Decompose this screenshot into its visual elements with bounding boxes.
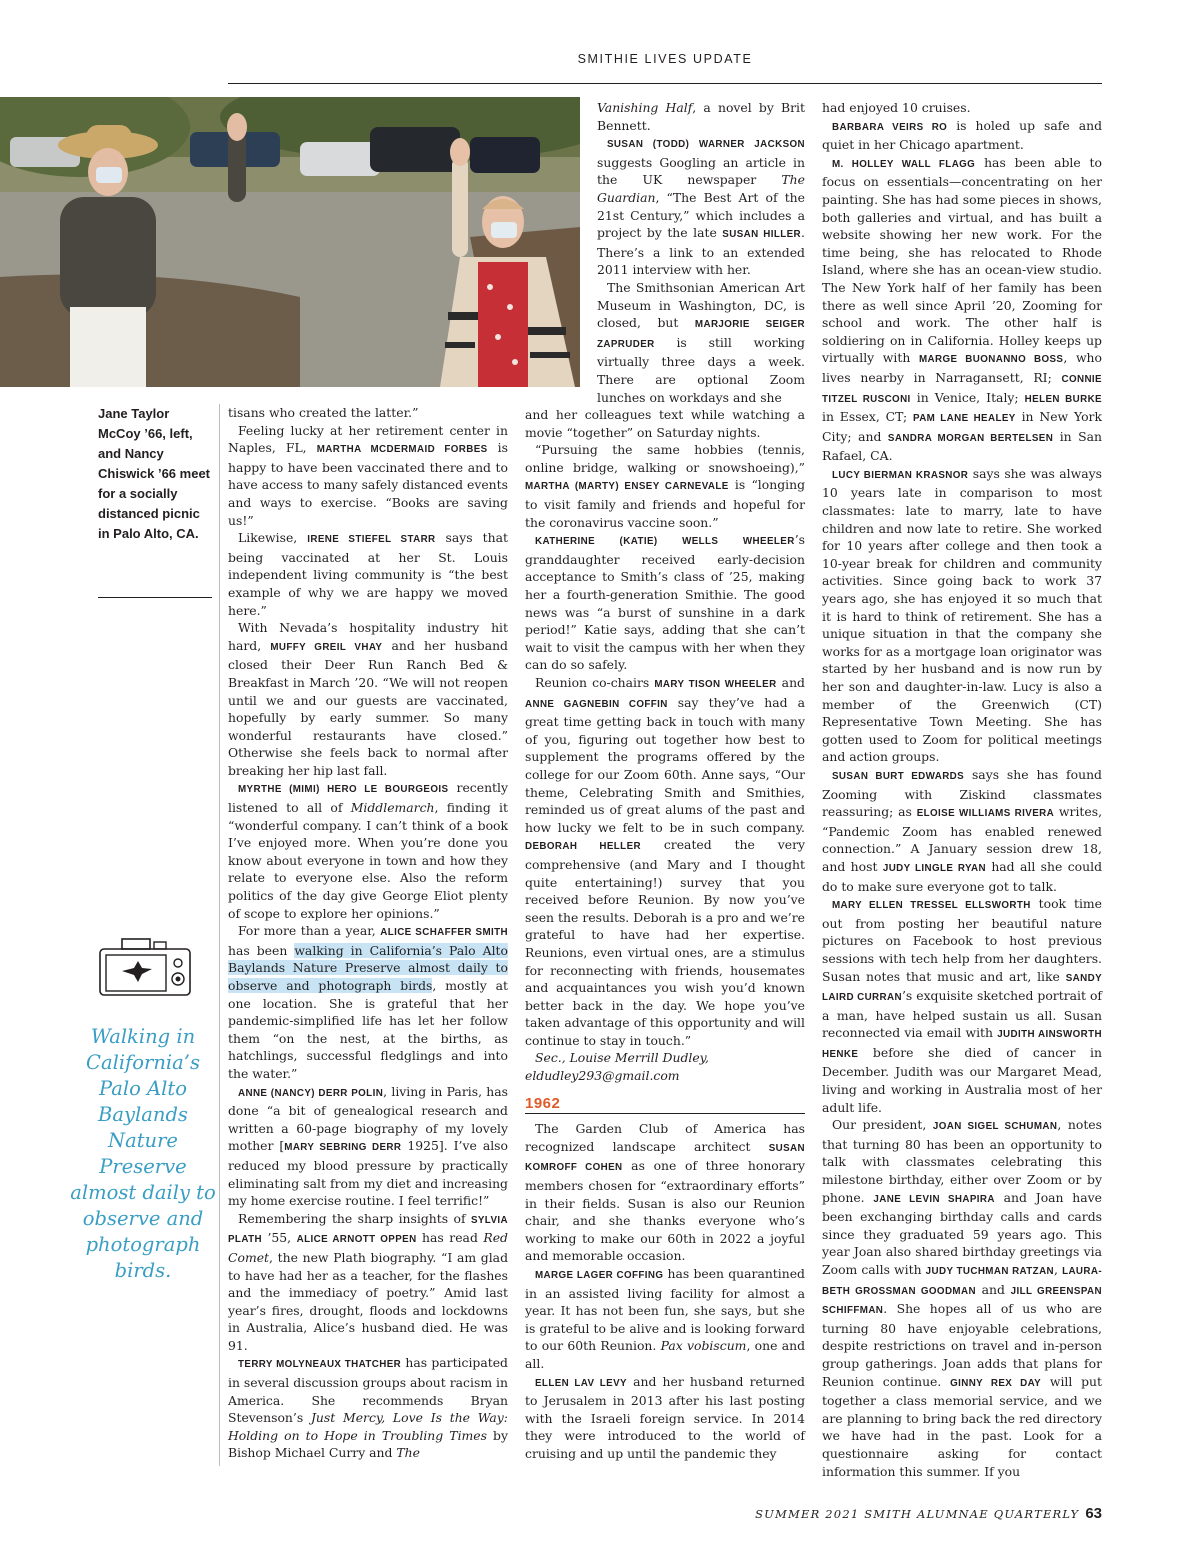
column-divider [219, 404, 220, 1466]
text-column-2: Vanishing Half, a novel by Brit Bennett. SUSAN (TODD) WARNER JACKSON suggests Googling an article in the UK newspaper The Guardian, “The Best Art of the 21st Century,” which includes a project by the late SUSAN HILLER. There’s a link to an extended 2011 interview with her. The Smithsonian American Art Museum in Washington, DC, is closed, but MARJORIE SEIGER ZAPRUDER is still working virtually three days a week. There are optional Zoom lunches on workdays and she and her colleagues text while watching a movie “together” on Saturday nights. “Pursuing the same hobbies (tennis, online bridge, walking or snowshoeing),” MARTHA (MARTY) ENSEY CARNEVALE is “longing to visit family and friends and hopeful for the coronavirus vaccine soon.” KATHERINE (KATIE) WELLS WHEELER’s granddaughter received early-decision acceptance to Smith’s class of ’25, making her a fourth-generation Smithie. The good news was “a burst of sunshine in a dark period!” Katie says, adding that she can’t wait to visit the campus with her when they can do so safely. Reunion co-chairs MARY TISON WHEELER and ANNE GAGNEBIN COFFIN say they’ve had a great time getting back in touch with many of you, figuring out together how best to supplement the programs offered by the college for our Zoom 60th. Anne says, “Our theme, Celebrating Smith and Smithies, reminded us of great alums of the past and how lucky we felt to be in such company. DEBORAH HELLER created the very comprehensive (and Mary and I thought quite entertaining!) survey that you received before Reunion. By now you’ve seen the results. Deborah is a pro and we’re grateful to have had her expertise. Reunions, even virtual ones, are a stimulus for reconnecting with friends, housemates and acquaintances you wish you’d known better back in the day. We hope you’ve taken advantage of this opportunity and will continue to stay in touch.” Sec., Louise Merrill Dudley, eldudley293@gmail.com 1962 The Garden Club of America has recognized landscape architect SUSAN KOMROFF COHEN as one of three honorary members chosen for “extraordinary efforts” in their fields. Susan is also our Reunion chair, and she thanks everyone who’s working to make our 60th in 2022 a joyful and memorable occasion. MARGE LAGER COFFING has been quarantined in an assisted living facility for almost a year. It has not been fun, she says, but she is grateful to be alive and is looking forward to our 60th Reunion. Pax vobiscum, one and all. ELLEN LAV LEVY and her husband returned to Jerusalem in 2013 after his last posting with the Israeli foreign service. In 2014 they were introduced to the world of cruising and up until the pandemic they [525, 100, 806, 1461]
pull-quote: Walking in California’s Palo Alto Baylands Nature Preserve almost daily to observe and photograph birds. [70, 1025, 216, 1282]
footer-issue: SUMMER 2021 SMITH ALUMNAE QUARTERLY [755, 1507, 1080, 1521]
page-footer [755, 1505, 1102, 1522]
section-label: SMITHIE LIVES UPDATE [577, 52, 753, 66]
camera-with-bird-icon [98, 935, 192, 997]
caption-rule [98, 597, 212, 598]
text-column-1: tisans who created the latter.” Feeling lucky at her retirement center in Naples, FL, MARTHA MCDERMAID FORBES is happy to have been vaccinated there and to have access to many safely distanced events and ways to exercise. “Books are saving us!” Likewise, IRENE STIEFEL STARR says that being vaccinated at her St. Louis independent living community is “the best example of why we are happy we moved here.” With Nevada’s hospitality industry hit hard, MUFFY GREIL VHAY and her husband closed their Deer Run Ranch Bed & Breakfast in March ’20. “We will not reopen until we and our guests are vaccinated, hopefully by early summer. So many wonderful restaurants have closed.” Otherwise she feels back to normal after breaking her hip last fall. MYRTHE (MIMI) HERO LE BOURGEOIS recently listened to all of Middlemarch, finding it “wonderful company. I can’t think of a book I’ve enjoyed more. When you’re done you know about everyone in town and how they relate to everyone else. Also the reform politics of the day give George Eliot plenty of scope to explore her opinions.” For more than a year, ALICE SCHAFFER SMITH has been walking in California’s Palo Alto Baylands Nature Preserve almost daily to observe and photograph birds, mostly at one location. She is grateful that her pandemic-simplified life has let her follow them “on the nest, at the births, as hatchlings, successful fledglings and into the water.” ANNE (NANCY) DERR POLIN, living in Paris, has done “a bit of genealogical research and written a 60-page biography of my lovely mother [MARY SEBRING DERR 1925]. I’ve also reduced my blood pressure by practically eliminating salt from my diet and increasing my home exercise routine. I feel terrific!” Remembering the sharp insights of SYLVIA PLATH ’55, ALICE ARNOTT OPPEN has read Red Comet, the new Plath biography. “I am glad to have had her as a teacher, for the flashes and the immediacy of poetry.” Amid last year’s fires, drought, floods and lockdowns in Australia, Alice’s husband died. He was 91. TERRY MOLYNEAUX THATCHER has participated in several discussion groups about racism in America. She recommends Bryan Stevenson’s Just Mercy, Love Is the Way: Holding on to Hope in Troubling Times by Bishop Michael Curry and The [228, 405, 509, 1461]
page-number: 63 [1085, 1505, 1102, 1522]
photo-caption: Jane Taylor McCoy ’66, left, and Nancy Chiswick ’66 meet for a socially distanced picnic in Palo Alto, CA. [98, 406, 210, 541]
header-rule [228, 83, 1102, 84]
photo-two-women-waving [0, 97, 580, 387]
text-column-3: had enjoyed 10 cruises. BARBARA VEIRS RO is holed up safe and quiet in her Chicago apartment. M. HOLLEY WALL FLAGG has been able to focus on essentials—concentrating on her painting. She has had some pieces in shows, both galleries and virtual, and has built a website showing her new work. For the time being, she has relocated to Rhode Island, where she has an ocean-view studio. The New York half of her family has been there as well since April ’20, Zooming for school and work. The other half is soldiering on in California. Holley keeps up virtually with MARGE BUONANNO BOSS, who lives nearby in Narragansett, RI; CONNIE TITZEL RUSCONI in Venice, Italy; HELEN BURKE in Essex, CT; PAM LANE HEALEY in New York City; and SANDRA MORGAN BERTELSEN in San Rafael, CA. LUCY BIERMAN KRASNOR says she was always 10 years late in comparison to most classmates: late to marry, late to have children and now late to retire. She worked for 10 years after college and then took a 10-year break for children and community activities. Since going back to work 37 years ago, she has enjoyed it so much that it is hard to think of retirement. She has a unique situation in that the company she works for as a mortgage loan originator was started by her husband and is now run by her son and daughter-in-law. Lucy is also a member of the Greenwich (CT) Representative Town Meeting. She has gotten used to Zoom for political meetings and action groups. SUSAN BURT EDWARDS says she has found Zooming with Ziskind classmates reassuring; as ELOISE WILLIAMS RIVERA writes, “Pandemic Zoom has enabled renewed connection.” A January session drew 18, and host JUDY LINGLE RYAN had all she could do to make sure everyone got to talk. MARY ELLEN TRESSEL ELLSWORTH took time out from posting her beautiful nature pictures on Facebook to host previous sessions with tech help from her daughters. Susan notes that music and art, like SANDY LAIRD CURRAN’s exquisite sketched portrait of a man, have helped sustain us all. Susan reconnected via email with JUDITH AINSWORTH HENKE before she died of cancer in December. Judith was our Margaret Mead, living and working in Australia most of her adult life. Our president, JOAN SIGEL SCHUMAN, notes that turning 80 has been an opportunity to talk with classmates celebrating this milestone birthday, either over Zoom or by phone. JANE LEVIN SHAPIRA and Joan have been exchanging birthday calls and cards since they graduated 59 years ago. This year Joan also shared birthday greetings via Zoom calls with JUDY TUCHMAN RATZAN, LAURA-BETH GROSSMAN GOODMAN and JILL GREENSPAN SCHIFFMAN. She hopes all of us who are turning 80 have enjoyable celebrations, despite restrictions on travel and in-person group gatherings. Joan adds that plans for Reunion continue. GINNY REX DAY will put together a class memorial service, and we are planning to bring back the red directory we have had in the past. Look for a questionnaire asking for contact information this summer. If you [822, 100, 1103, 1479]
year-heading: 1962 [525, 1095, 805, 1115]
